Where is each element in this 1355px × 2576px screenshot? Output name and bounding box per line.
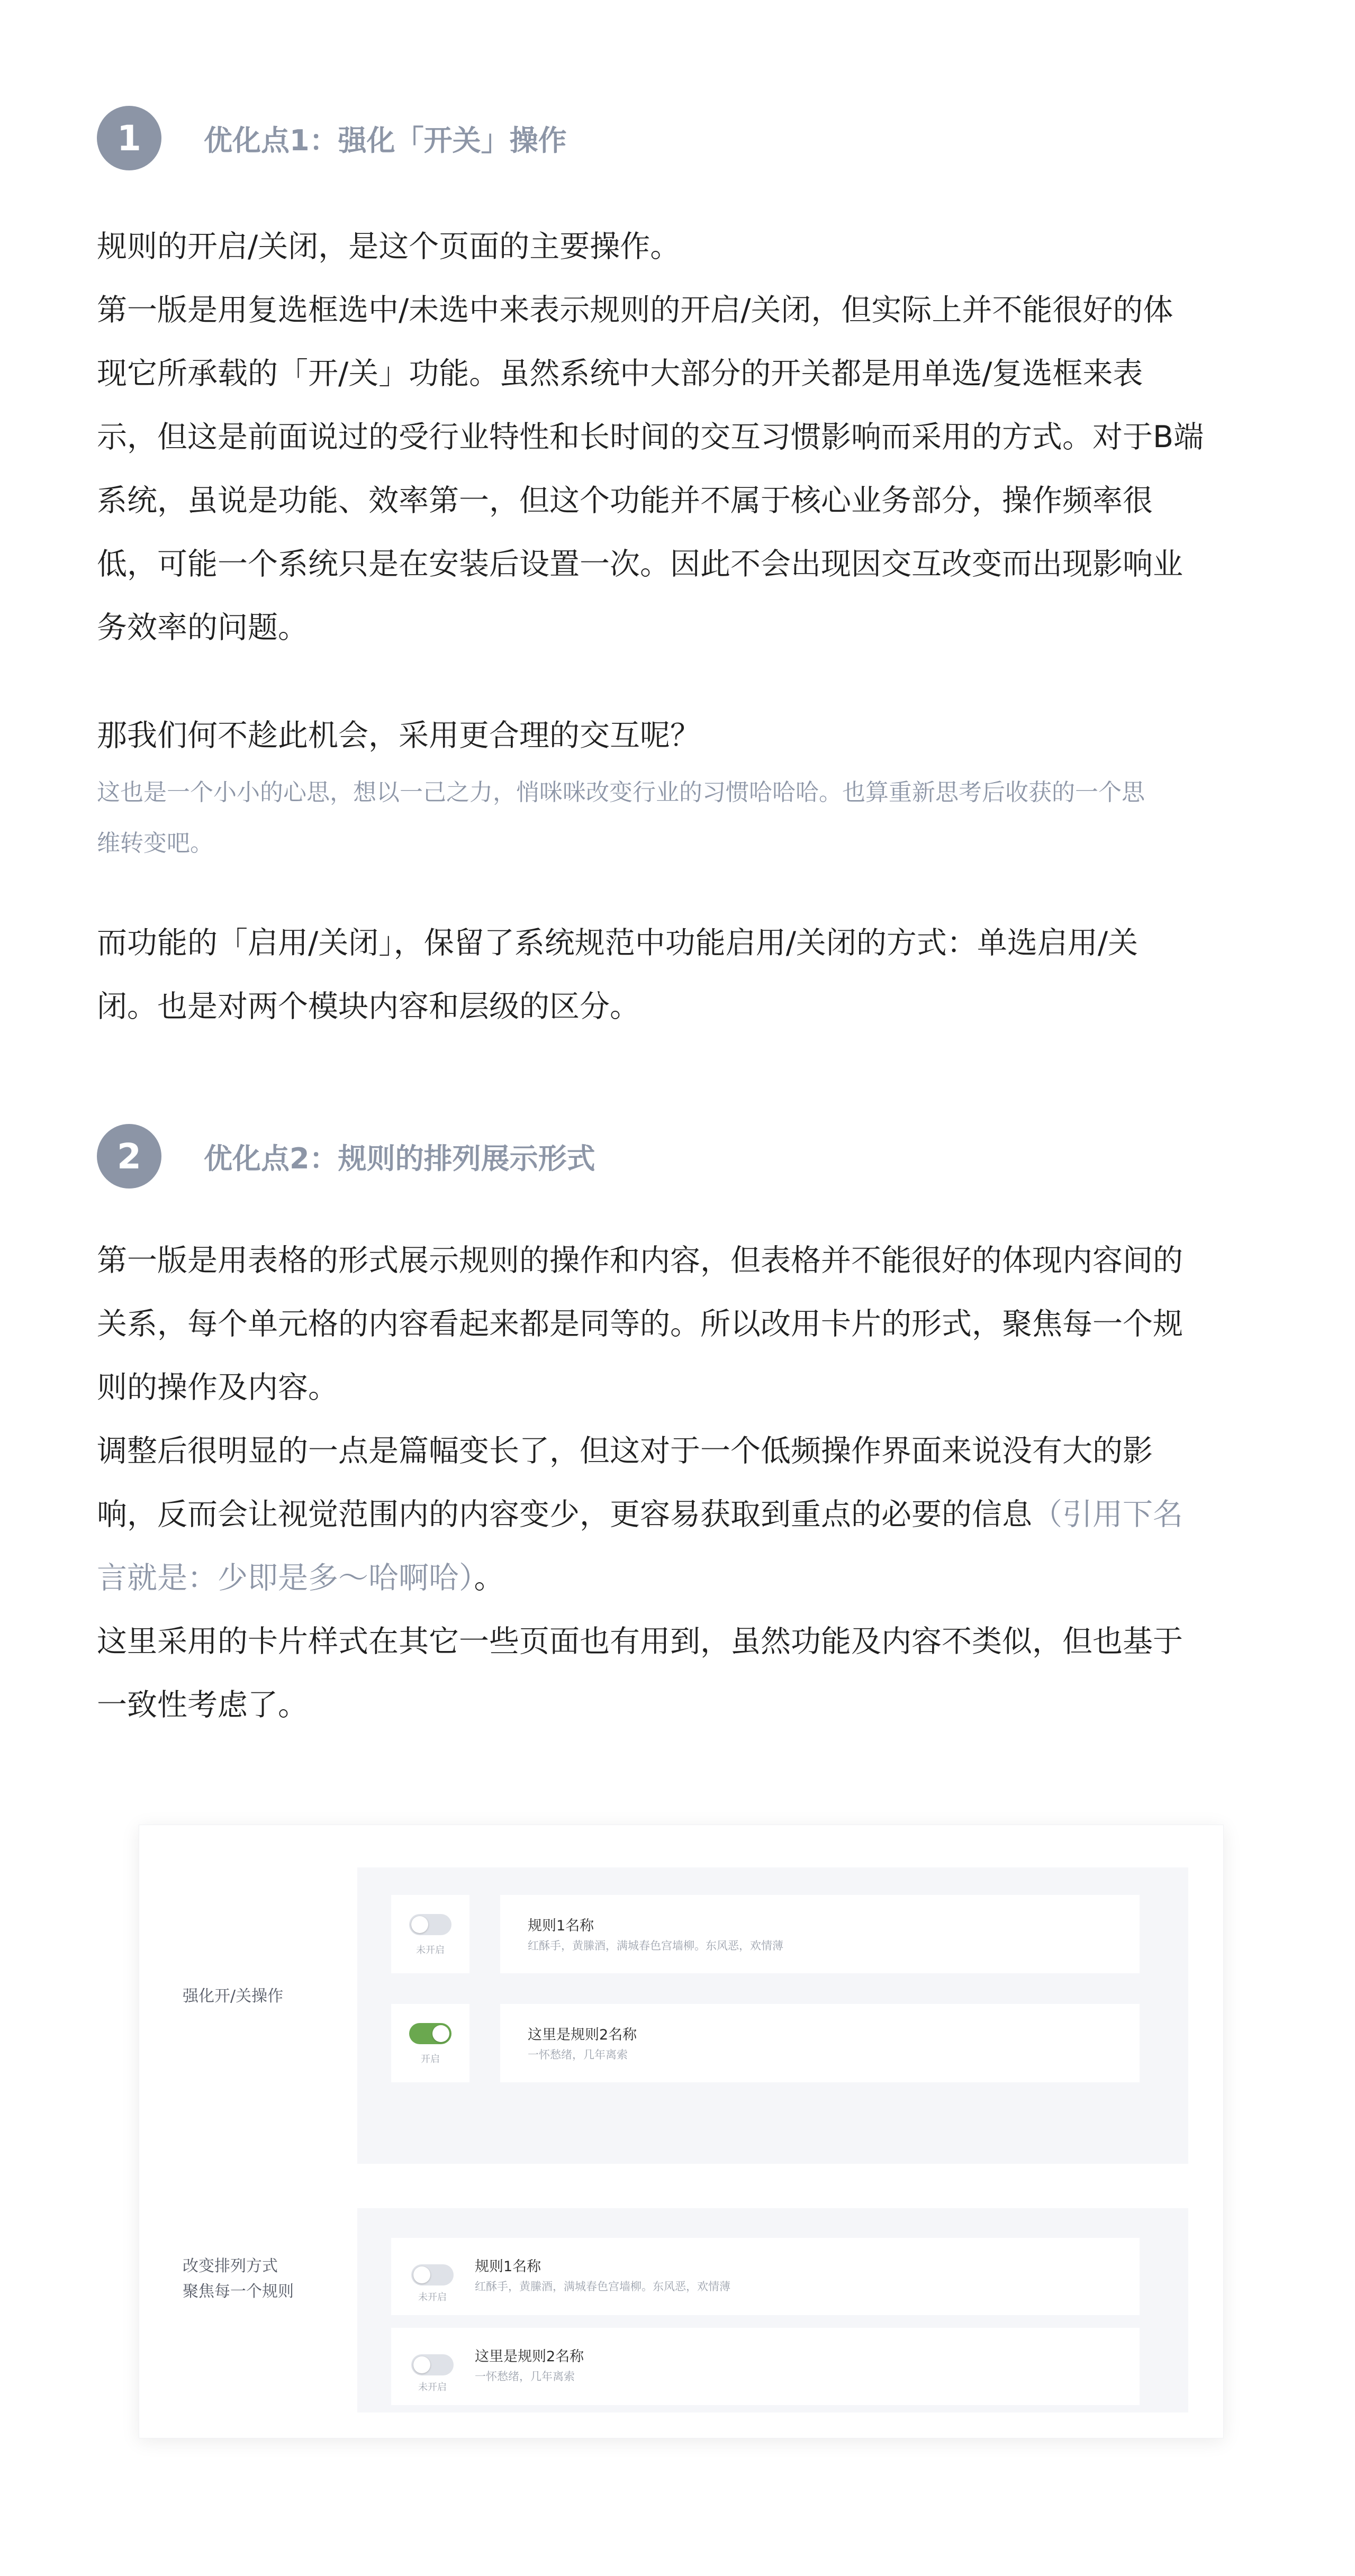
text-line: 现它所承载的「开/关」功能。虽然系统中大部分的开关都是用单选/复选框来表 [97, 356, 1143, 391]
mockup-illustration [139, 1825, 1224, 2438]
rule-name: 这里是规则2名称 [528, 2027, 637, 2043]
section-1-header [97, 106, 1269, 170]
text-line: 闭。也是对两个模块内容和层级的区分。 [97, 989, 640, 1024]
rule-description: 一怀愁绪，几年离索 [528, 2048, 628, 2061]
rule-name: 这里是规则2名称 [475, 2348, 584, 2365]
rule-1-card[interactable] [500, 1895, 1140, 1973]
rule-2-toggle[interactable] [411, 2354, 454, 2375]
section-number-badge: 2 [97, 1124, 161, 1189]
text-line [97, 1483, 1269, 1546]
aside-text: （引用下名 [1032, 1497, 1183, 1532]
toggle-status-label: 未开启 [416, 1945, 445, 1956]
note-line: 这也是一个小小的心思，想以一己之力，悄咪咪改变行业的习惯哈哈哈。也算重新思考后收获的一个思 [97, 779, 1145, 806]
text-line [97, 1546, 1269, 1610]
text-line: 一致性考虑了。 [97, 1688, 308, 1722]
group-1-label: 强化开/关操作 [183, 1987, 284, 2006]
toggle-knob [432, 2025, 449, 2042]
text-line: 调整后很明显的一点是篇幅变长了，但这对于一个低频操作界面来说没有大的影 [97, 1434, 1153, 1468]
toggle-knob [413, 2356, 430, 2373]
label-line: 改变排列方式 [183, 2257, 278, 2275]
section-2-paragraph-3 [97, 1610, 1269, 1737]
section-2-paragraph-1 [97, 1229, 1269, 1419]
section-2-header [97, 1124, 1269, 1189]
text-line: 关系，每个单元格的内容看起来都是同等的。所以改用卡片的形式，聚焦每一个规 [97, 1307, 1183, 1341]
text-span: 。 [474, 1561, 504, 1595]
rule-2-card[interactable] [391, 2328, 1140, 2405]
toggle-status-label: 未开启 [418, 2292, 447, 2303]
section-number-badge: 1 [97, 106, 161, 170]
text-line: 那我们何不趁此机会，采用更合理的交互呢？ [97, 718, 700, 753]
text-line: 规则的开启/关闭，是这个页面的主要操作。 [97, 229, 681, 264]
rule-name: 规则1名称 [528, 1918, 594, 1934]
section-2-paragraph-2 [97, 1419, 1269, 1610]
note-line: 维转变吧。 [97, 830, 213, 857]
text-line: 则的操作及内容。 [97, 1370, 338, 1405]
rule-2-card[interactable] [500, 2004, 1140, 2082]
section-1-question [97, 704, 1269, 767]
rule-2-toggle[interactable] [409, 2023, 451, 2044]
text-line: 系统，虽说是功能、效率第一，但这个功能并不属于核心业务部分，操作频率很 [97, 483, 1153, 518]
text-line: 务效率的问题。 [97, 610, 308, 645]
group-2-label [183, 2254, 294, 2305]
text-line: 低，可能一个系统只是在安装后设置一次。因此不会出现因交互改变而出现影响业 [97, 547, 1183, 582]
rule-1-toggle[interactable] [411, 2264, 454, 2285]
toggle-knob [411, 1916, 428, 1933]
toggle-card [391, 1895, 469, 1973]
toggle-status-label: 开启 [421, 2054, 440, 2065]
section-title: 优化点2：规则的排列展示形式 [204, 1141, 595, 1175]
text-line: 而功能的「启用/关闭」，保留了系统规范中功能启用/关闭的方式：单选启用/关 [97, 926, 1139, 960]
section-1-side-note [97, 767, 1269, 869]
rule-1-toggle[interactable] [409, 1914, 451, 1935]
text-line: 第一版是用复选框选中/未选中来表示规则的开启/关闭，但实际上并不能很好的体 [97, 293, 1173, 328]
rule-description: 红酥手，黄縢酒，满城春色宫墙柳。东风恶，欢情薄 [475, 2280, 730, 2293]
rule-description: 红酥手，黄縢酒，满城春色宫墙柳。东风恶，欢情薄 [528, 1939, 783, 1952]
text-line: 示，但这是前面说过的受行业特性和长时间的交互习惯影响而采用的方式。对于B端 [97, 420, 1204, 455]
text-line: 这里采用的卡片样式在其它一些页面也有用到，虽然功能及内容不类似，但也基于 [97, 1624, 1183, 1659]
rule-1-card[interactable] [391, 2238, 1140, 2315]
toggle-knob [413, 2266, 430, 2283]
toggle-status-label: 未开启 [418, 2382, 447, 2393]
rule-description: 一怀愁绪，几年离索 [475, 2370, 575, 2383]
toggle-card [391, 2004, 469, 2082]
rule-name: 规则1名称 [475, 2258, 541, 2275]
group-1-panel [357, 1867, 1188, 2164]
text-span: 响，反而会让视觉范围内的内容变少，更容易获取到重点的必要的信息 [97, 1497, 1032, 1532]
section-1-paragraph-2 [97, 911, 1269, 1038]
text-line: 第一版是用表格的形式展示规则的操作和内容，但表格并不能很好的体现内容间的 [97, 1243, 1183, 1278]
group-2-panel [357, 2208, 1188, 2412]
label-line: 聚焦每一个规则 [183, 2282, 294, 2301]
section-1-paragraph-1 [97, 215, 1269, 659]
aside-text: 言就是：少即是多～哈啊哈） [97, 1561, 474, 1595]
section-title: 优化点1：强化「开关」操作 [204, 123, 567, 157]
